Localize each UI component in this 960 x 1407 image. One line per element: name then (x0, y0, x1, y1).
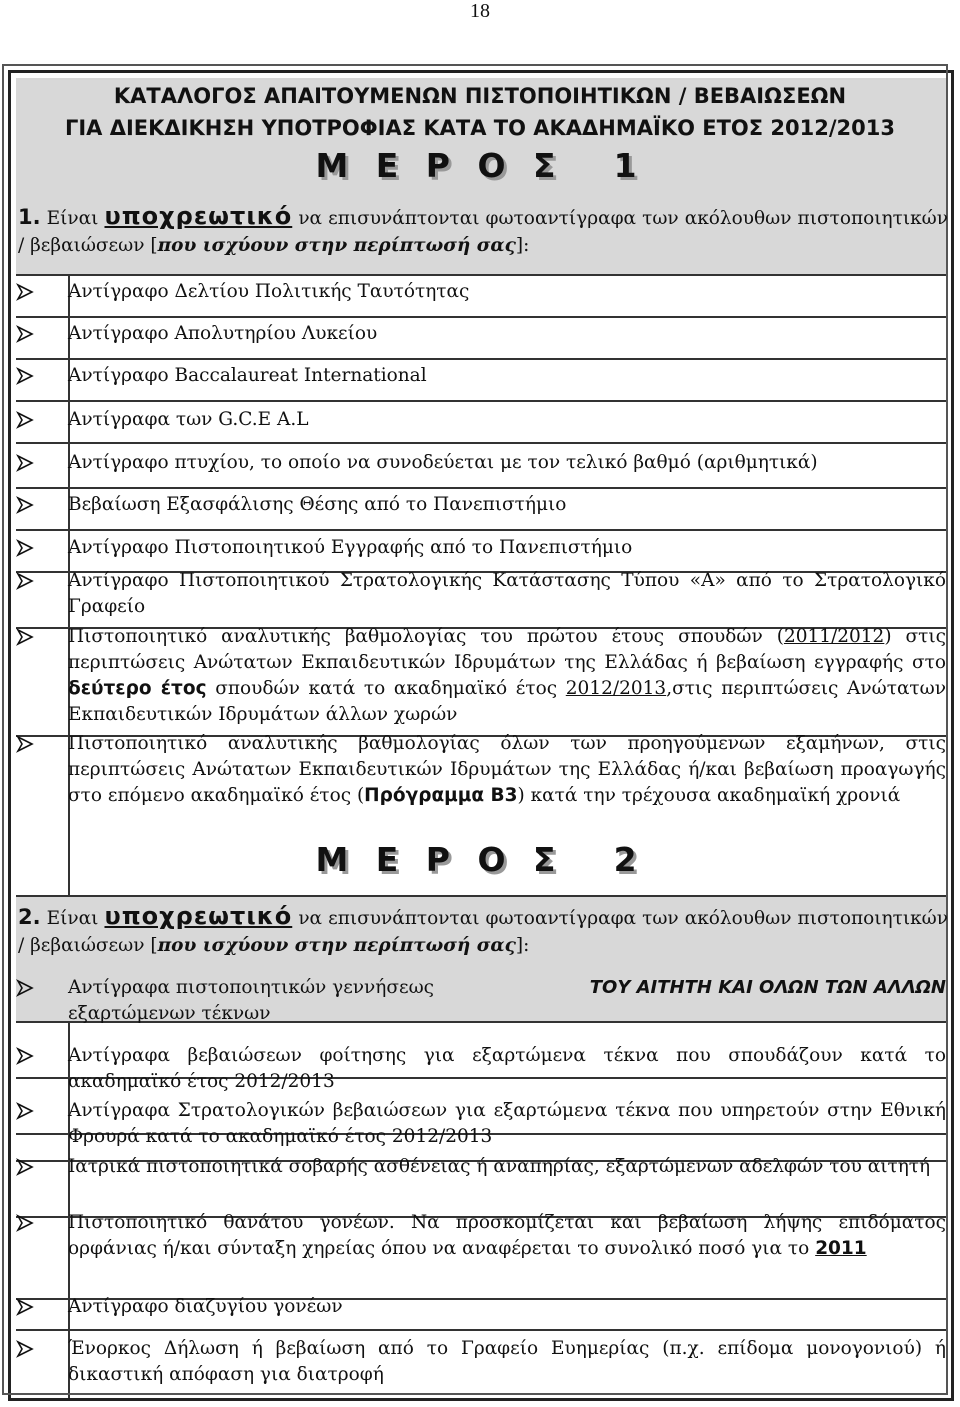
list-item-text: Αντίγραφο διαζυγίου γονέων (68, 1296, 343, 1317)
arrow-bullet-icon (16, 496, 34, 514)
arrow-bullet-icon (16, 539, 34, 557)
part1-intro-emphasis: που ισχύουν στην περίπτωσή σας (157, 235, 516, 256)
arrow-bullet-icon (16, 735, 34, 753)
part2-intro-pre: Είναι (46, 908, 99, 929)
list-item-text: Αντίγραφο Baccalaureat International (68, 365, 427, 386)
arrow-bullet-icon (16, 325, 34, 343)
arrow-bullet-icon (16, 1340, 34, 1358)
item10-program: Πρόγραμμα Β3 (364, 785, 518, 806)
item9-text-c: σπουδών κατά το ακαδημαϊκό έτος (206, 678, 566, 699)
birth-certificates-emphasis: ΤΟΥ ΑΙΤΗΤΗ ΚΑΙ ΟΛΩΝ ΤΩΝ ΑΛΛΩΝ (589, 977, 946, 998)
list-item-text: Αντίγραφα Στρατολογικών βεβαιώσεων για εξαρτώμενα τέκνα που υπηρετούν στην Εθνική Φρουρά κατά το ακαδημαϊκό έτος 2012/2013 (68, 1100, 946, 1147)
part1-intro-number: 1. (18, 205, 41, 229)
part1-intro-mid: να επισυνάπτονται φωτοαντίγραφα των ακόλουθων πιστοποιητικών / βεβαιώσεων [ (18, 208, 948, 256)
part1-intro-post: ]: (515, 235, 530, 256)
part1-required-label: υποχρεωτικό (104, 202, 293, 230)
list-item-text (68, 975, 946, 1027)
list-item-text (68, 624, 946, 728)
divider (16, 1329, 946, 1331)
list-item-text: Αντίγραφο Δελτίου Πολιτικής Ταυτότητας (68, 281, 470, 302)
arrow-bullet-icon (16, 572, 34, 590)
part2-intro-mid: να επισυνάπτονται φωτοαντίγραφα των ακόλουθων πιστοποιητικών / βεβαιώσεων [ (18, 908, 948, 956)
part2-heading (8, 840, 952, 879)
divider (16, 400, 946, 402)
arrow-bullet-icon (16, 628, 34, 646)
arrow-bullet-icon (16, 454, 34, 472)
arrow-bullet-icon (16, 979, 34, 997)
death-certificate-text: Πιστοποιητικό θανάτου γονέων. Να προσκομίζεται και βεβαίωση λήψης επιδόματος ορφάνιας ή/και σύνταξη χηρείας όπου να αναφέρεται το συνολικό ποσό για το (68, 1212, 946, 1259)
list-item-text: Αντίγραφο Απολυτηρίου Λυκείου (68, 323, 378, 344)
divider (16, 442, 946, 444)
arrow-bullet-icon (16, 1102, 34, 1120)
part2-intro-post: ]: (515, 935, 530, 956)
birth-certificates-text: Αντίγραφα πιστοποιητικών γεννήσεως (68, 977, 435, 998)
part2-heading-number: 2 (613, 840, 645, 879)
divider (16, 358, 946, 360)
item9-year2: 2012/2013 (565, 678, 667, 699)
part1-heading-number: 1 (613, 146, 645, 185)
part2-intro-number: 2. (18, 905, 41, 929)
part2-heading-text: Μ Ε Ρ Ο Σ (315, 840, 564, 879)
arrow-bullet-icon (16, 1047, 34, 1065)
list-item-text: Ένορκος Δήλωση ή βεβαίωση από το Γραφείο Ευημερίας (π.χ. επίδομα μονογονιού) ή δικαστική απόφαση για διατροφή (68, 1338, 946, 1385)
divider (16, 529, 946, 531)
item9-text-b: ) στις περιπτώσεις Ανώτατων Εκπαιδευτικών Ιδρυμάτων της Ελλάδας ή βεβαίωση εγγραφής στο (68, 626, 946, 673)
list-item-text (68, 1210, 946, 1262)
list-item-text: Ιατρικά πιστοποιητικά σοβαρής ασθένειας ή αναπηρίας, εξαρτώμενων αδελφών του αιτητή (68, 1156, 931, 1177)
part2-intro (18, 903, 948, 959)
part1-intro (18, 203, 948, 259)
item9-text-a: Πιστοποιητικό αναλυτικής βαθμολογίας του πρώτου έτους σπουδών ( (68, 626, 784, 647)
part2-intro-emphasis: που ισχύουν στην περίπτωσή σας (157, 935, 516, 956)
birth-certificates-text-b: εξαρτώμενων τέκνων (68, 1003, 271, 1024)
divider (16, 274, 946, 276)
arrow-bullet-icon (16, 367, 34, 385)
divider (16, 316, 946, 318)
list-item-text: Αντίγραφο Πιστοποιητικού Στρατολογικής Κατάστασης Τύπου «Α» από το Στρατολογικό Γραφείο (68, 570, 946, 617)
item10-text-b: ) κατά την τρέχουσα ακαδημαϊκή χρονιά (517, 785, 901, 806)
arrow-bullet-icon (16, 411, 34, 429)
divider (16, 487, 946, 489)
list-item-text (68, 731, 946, 809)
list-item-text: Αντίγραφο Πιστοποιητικού Εγγραφής από το Πανεπιστήμιο (68, 537, 633, 558)
item10-text-a: Πιστοποιητικό αναλυτικής βαθμολογίας όλων των προηγούμενων εξαμήνων, στις περιπτώσεις Ανώτατων Εκπαιδευτικών Ιδρυμάτων της Ελλάδας ή/και βεβαίωση προαγωγής στο επόμενο ακαδημαϊκό έτος ( (68, 733, 946, 806)
death-certificate-year: 2011 (815, 1238, 867, 1259)
arrow-bullet-icon (16, 1298, 34, 1316)
page-number: 18 (470, 0, 490, 22)
arrow-bullet-icon (16, 1214, 34, 1232)
part1-intro-pre: Είναι (46, 208, 99, 229)
arrow-bullet-icon (16, 1158, 34, 1176)
part1-heading-text: Μ Ε Ρ Ο Σ (315, 146, 564, 185)
item9-text-d: ,στις περιπτώσεις Ανώτατων Εκπαιδευτικών Ιδρυμάτων άλλων χωρών (68, 678, 946, 725)
divider (16, 895, 946, 897)
part1-heading (8, 146, 952, 185)
list-item-text: Αντίγραφα βεβαιώσεων φοίτησης για εξαρτώμενα τέκνα που σπουδάζουν κατά το ακαδημαϊκό έτος 2012/2013 (68, 1045, 946, 1092)
part2-required-label: υποχρεωτικό (104, 902, 293, 930)
item9-second-year: δεύτερο έτος (68, 678, 207, 699)
document-title-line1: ΚΑΤΑΛΟΓΟΣ ΑΠΑΙΤΟΥΜΕΝΩΝ ΠΙΣΤΟΠΟΙΗΤΙΚΩΝ / ΒΕΒΑΙΩΣΕΩΝ (113, 84, 847, 108)
document-title-line2: ΓΙΑ ΔΙΕΚΔΙΚΗΣΗ ΥΠΟΤΡΟΦΙΑΣ ΚΑΤΑ ΤΟ ΑΚΑΔΗΜΑΪΚΟ ΕΤΟΣ 2012/2013 (64, 116, 895, 140)
list-item-text: Βεβαίωση Εξασφάλισης Θέσης από το Πανεπιστήμιο (68, 494, 567, 515)
item9-year1: 2011/2012 (783, 626, 885, 647)
list-item-text: Αντίγραφο πτυχίου, το οποίο να συνοδεύεται με τον τελικό βαθμό (αριθμητικά) (68, 452, 818, 473)
list-item-text: Αντίγραφα των G.C.E A.L (68, 409, 309, 430)
arrow-bullet-icon (16, 283, 34, 301)
